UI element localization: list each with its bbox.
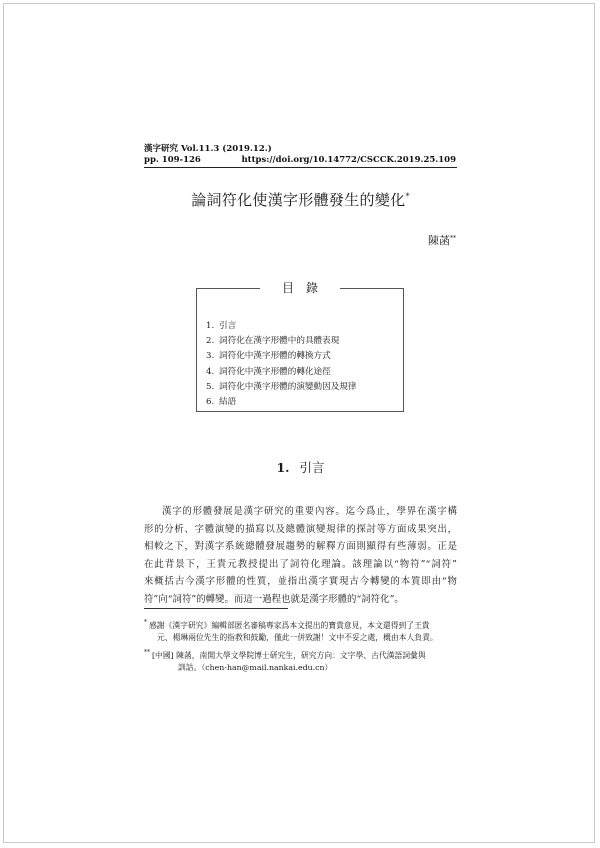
body-line: 相較之下，對漢字系統總體發展趨勢的解釋方面則顯得有些薄弱。正是 xyxy=(144,541,457,553)
author-name xyxy=(428,232,456,248)
section-title: 引言 xyxy=(299,460,325,475)
toc-list xyxy=(206,319,357,410)
footnote-rule xyxy=(144,608,288,609)
journal-info: 漢字研究 Vol.11.3 (2019.12.) xyxy=(144,144,272,154)
section-number: 1. xyxy=(276,460,290,475)
doi-link[interactable]: https://doi.org/10.14772/CSCCK.2019.25.109 xyxy=(241,155,456,165)
body-line: 漢字的形體發展是漢字研究的重要內容。迄今爲止，學界在漢字構 xyxy=(162,506,457,517)
toc-item[interactable] xyxy=(206,334,357,349)
toc-item-number: 3. xyxy=(206,351,215,362)
toc-item[interactable] xyxy=(206,319,357,334)
article-title xyxy=(144,189,457,210)
footnote-2-continuation: 訓詁。（chen-han@mail.nankai.edu.cn） xyxy=(178,663,333,672)
section-heading xyxy=(144,458,457,476)
toc-item[interactable] xyxy=(206,349,357,364)
header-rule xyxy=(144,167,457,168)
toc-item-label: 詞符化在漢字形體中的具體表現 xyxy=(219,336,340,347)
body-line: 來概括古今漢字形體的性質，並指出漢字實現古今轉變的本質即由“物 xyxy=(144,576,457,588)
body-line: 形的分析、字體演變的描寫以及總體演變規律的探討等方面成果突出， xyxy=(144,523,457,535)
author-name-text: 陳菡 xyxy=(428,234,450,247)
toc-item[interactable] xyxy=(206,365,357,380)
toc-item-label: 詞符化中漢字形體的轉換方式 xyxy=(219,351,331,362)
title-footnote-mark[interactable]: * xyxy=(405,192,410,201)
toc-item-number: 1. xyxy=(206,321,215,331)
footnote-1-continuation: 元、楊琳兩位先生的指教和鼓勵，僅此一併致謝！文中不妥之處，概由本人負責。 xyxy=(157,633,438,642)
toc-item-label: 詞符化中漢字形體的演變動因及規律 xyxy=(219,381,357,392)
toc-item-label: 結語 xyxy=(219,396,237,407)
body-line: 符”向“詞符”的轉變。而這一過程也就是漢字形體的“詞符化”。 xyxy=(144,593,404,605)
footnote-text: [中國] 陳菡，南開大學文學院博士研究生，研究方向：文字學、古代漢語詞彙與 xyxy=(152,651,426,660)
body-paragraph xyxy=(144,503,457,609)
toc-heading: 目錄 xyxy=(260,279,340,296)
toc-item-label: 引言 xyxy=(219,321,237,331)
footnote-mark: ** xyxy=(144,649,150,656)
author-footnote-mark[interactable]: ** xyxy=(450,235,456,242)
page-range: pp. 109-126 xyxy=(144,155,201,165)
toc-item-label: 詞符化中漢字形體的轉化途徑 xyxy=(219,366,331,377)
toc-item-number: 6. xyxy=(206,396,215,407)
article-title-text: 論詞符化使漢字形體發生的變化 xyxy=(191,191,406,209)
body-line: 在此背景下，王貴元教授提出了詞符化理論。該理論以“物符”“詞符” xyxy=(144,558,457,570)
toc-item[interactable] xyxy=(206,380,357,395)
toc-item-number: 4. xyxy=(206,366,215,377)
footnote-text: 感謝《漢字研究》編輯部匿名審稿專家爲本文提出的寶貴意見，本文還得到了王貴 xyxy=(149,621,430,630)
toc-item-number: 5. xyxy=(206,381,215,392)
toc-item-number: 2. xyxy=(206,336,215,347)
toc-item[interactable] xyxy=(206,395,357,410)
page-border xyxy=(3,3,595,843)
footnote-mark: * xyxy=(144,619,147,626)
